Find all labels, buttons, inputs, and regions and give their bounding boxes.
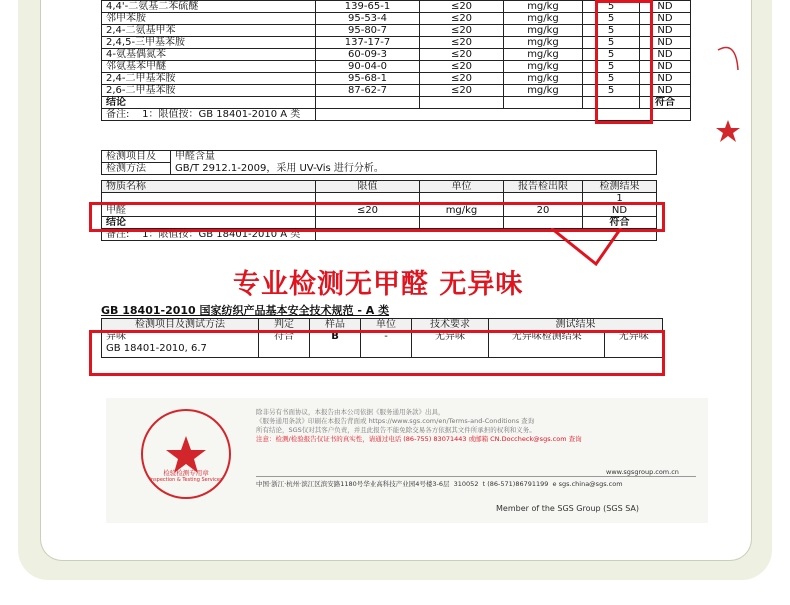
formaldehyde-name: 甲醛 xyxy=(102,205,316,217)
cell-cas: 95-53-4 xyxy=(316,13,420,25)
formaldehyde-mdl: 20 xyxy=(504,205,583,217)
cell-name: 邻氨基苯甲醚 xyxy=(102,61,316,73)
top-conclusion-value: 符合 xyxy=(640,97,691,109)
top-note: 备注: 1：限值按：GB 18401-2010 A 类 xyxy=(102,109,316,121)
odor-result-2: 无异味 xyxy=(605,331,663,358)
cell-cas: 95-80-7 xyxy=(316,25,420,37)
website: www.sgsgroup.com.cn xyxy=(606,468,679,476)
method-label: 检测方法 xyxy=(102,163,171,175)
cell-cas: 90-04-0 xyxy=(316,61,420,73)
cell-unit: mg/kg xyxy=(504,25,583,37)
header-name: 物质名称 xyxy=(102,181,316,193)
odor-item: 异味 GB 18401-2010, 6.7 xyxy=(102,331,259,358)
terms-text: 除非另有书面协议，本报告由本公司依据《服务通用条款》出具， 《服务通用条款》印刷在本报告背面或 https://www.sgs.com/en/Terms-and-Conditions 查询 所有结论，SGS仅对其客户负责，并且此报告不能免除交易各方依据其文件所承担的权利和义务。 注意：检测/检验报告仅证书的真实性，请通过电话 (86-755) 83071443 或邮箱 CN.Doccheck@sgs.com 查询 xyxy=(256,408,582,443)
callout-tail xyxy=(551,228,631,268)
cell-name: 2,4,5-三甲基苯胺 xyxy=(102,37,316,49)
cell-mdl: 5 xyxy=(583,37,640,49)
note: 备注: 1：限值按：GB 18401-2010 A 类 xyxy=(102,229,316,241)
top-conclusion-label: 结论 xyxy=(102,97,316,109)
cell-mdl: 5 xyxy=(583,85,640,97)
cell-result: ND xyxy=(640,25,691,37)
cell-limit: ≤20 xyxy=(420,73,504,85)
cell-mdl: 5 xyxy=(583,13,640,25)
formaldehyde-result: ND xyxy=(583,205,657,217)
cell-mdl: 5 xyxy=(583,1,640,13)
cell-unit: mg/kg xyxy=(504,1,583,13)
address-line: 中国·浙江·杭州·滨江区滨安路1180号华业高科技产业园4号楼3-6层 310052 t (86-571)86791199 e sgs.china@sgs.com xyxy=(256,480,623,488)
cell-result: ND xyxy=(640,49,691,61)
item-value: 甲醛含量 xyxy=(171,151,657,163)
odor-header-verdict: 判定 xyxy=(259,319,310,331)
cell-cas: 139-65-1 xyxy=(316,1,420,13)
method-value: GB/T 2912.1-2009，采用 UV-Vis 进行分析。 xyxy=(171,163,657,175)
odor-verdict: 符合 xyxy=(259,331,310,358)
cell-unit: mg/kg xyxy=(504,37,583,49)
cell-unit: mg/kg xyxy=(504,13,583,25)
odor-header-item: 检测项目及测试方法 xyxy=(102,319,259,331)
cell-unit: mg/kg xyxy=(504,61,583,73)
header-result: 检测结果 xyxy=(583,181,657,193)
cell-name: 4,4'-二氨基二苯硫醚 xyxy=(102,1,316,13)
cell-name: 2,4-二甲基苯胺 xyxy=(102,73,316,85)
odor-header-sample: 样品 xyxy=(310,319,361,331)
cell-name: 2,6-二甲基苯胺 xyxy=(102,85,316,97)
cell-limit: ≤20 xyxy=(420,13,504,25)
member-line: Member of the SGS Group (SGS SA) xyxy=(496,504,640,513)
header-unit: 单位 xyxy=(420,181,504,193)
cell-limit: ≤20 xyxy=(420,1,504,13)
cell-result: ND xyxy=(640,13,691,25)
cell-name: 4-氨基偶氮苯 xyxy=(102,49,316,61)
formaldehyde-method-table xyxy=(101,150,657,175)
odor-header-result: 测试结果 xyxy=(489,319,663,331)
odor-sample: B xyxy=(310,331,361,358)
cell-cas: 60-09-3 xyxy=(316,49,420,61)
cell-unit: mg/kg xyxy=(504,85,583,97)
cell-name: 2,4-二氨基甲苯 xyxy=(102,25,316,37)
odor-header-req: 技术要求 xyxy=(412,319,489,331)
odor-title: GB 18401-2010 国家纺织产品基本安全技术规范 - A 类 xyxy=(101,304,390,317)
item-label: 检测项目及 xyxy=(102,151,171,163)
cell-cas: 87-62-7 xyxy=(316,85,420,97)
cell-limit: ≤20 xyxy=(420,49,504,61)
conclusion-label: 结论 xyxy=(102,217,316,229)
cell-limit: ≤20 xyxy=(420,37,504,49)
highlight-box-odor xyxy=(89,330,665,376)
cell-limit: ≤20 xyxy=(420,85,504,97)
cell-cas: 95-68-1 xyxy=(316,73,420,85)
cell-mdl: 5 xyxy=(583,73,640,85)
cell-cas: 137-17-7 xyxy=(316,37,420,49)
cell-name: 邻甲苯胺 xyxy=(102,13,316,25)
formaldehyde-limit: ≤20 xyxy=(316,205,420,217)
cell-limit: ≤20 xyxy=(420,25,504,37)
formaldehyde-unit: mg/kg xyxy=(420,205,504,217)
cell-result: ND xyxy=(640,73,691,85)
header-sub: 1 xyxy=(583,193,657,205)
cell-result: ND xyxy=(640,61,691,73)
header-limit: 限值 xyxy=(316,181,420,193)
cell-unit: mg/kg xyxy=(504,73,583,85)
conclusion-value: 符合 xyxy=(583,217,657,229)
stamp-text: 检验检测专用章 xyxy=(163,469,209,477)
cell-unit: mg/kg xyxy=(504,49,583,61)
cell-limit: ≤20 xyxy=(420,61,504,73)
cell-result: ND xyxy=(640,1,691,13)
footer-block xyxy=(106,398,708,523)
odor-unit: - xyxy=(361,331,412,358)
odor-req: 无异味 xyxy=(412,331,489,358)
cell-mdl: 5 xyxy=(583,49,640,61)
header-mdl: 报告检出限 xyxy=(504,181,583,193)
highlight-box-results xyxy=(595,0,653,124)
headline: 专业检测无甲醛 无异味 xyxy=(233,269,524,300)
edge-stamp-fragment xyxy=(716,40,740,180)
cell-mdl: 5 xyxy=(583,61,640,73)
report-paper xyxy=(40,0,752,561)
inspection-seal-stamp xyxy=(138,406,234,502)
stamp-text-en: Inspection & Testing Services xyxy=(149,477,223,483)
odor-header-unit: 单位 xyxy=(361,319,412,331)
odor-result: 无异味检测结果 xyxy=(489,331,605,358)
cell-result: ND xyxy=(640,85,691,97)
cell-mdl: 5 xyxy=(583,25,640,37)
cell-result: ND xyxy=(640,37,691,49)
